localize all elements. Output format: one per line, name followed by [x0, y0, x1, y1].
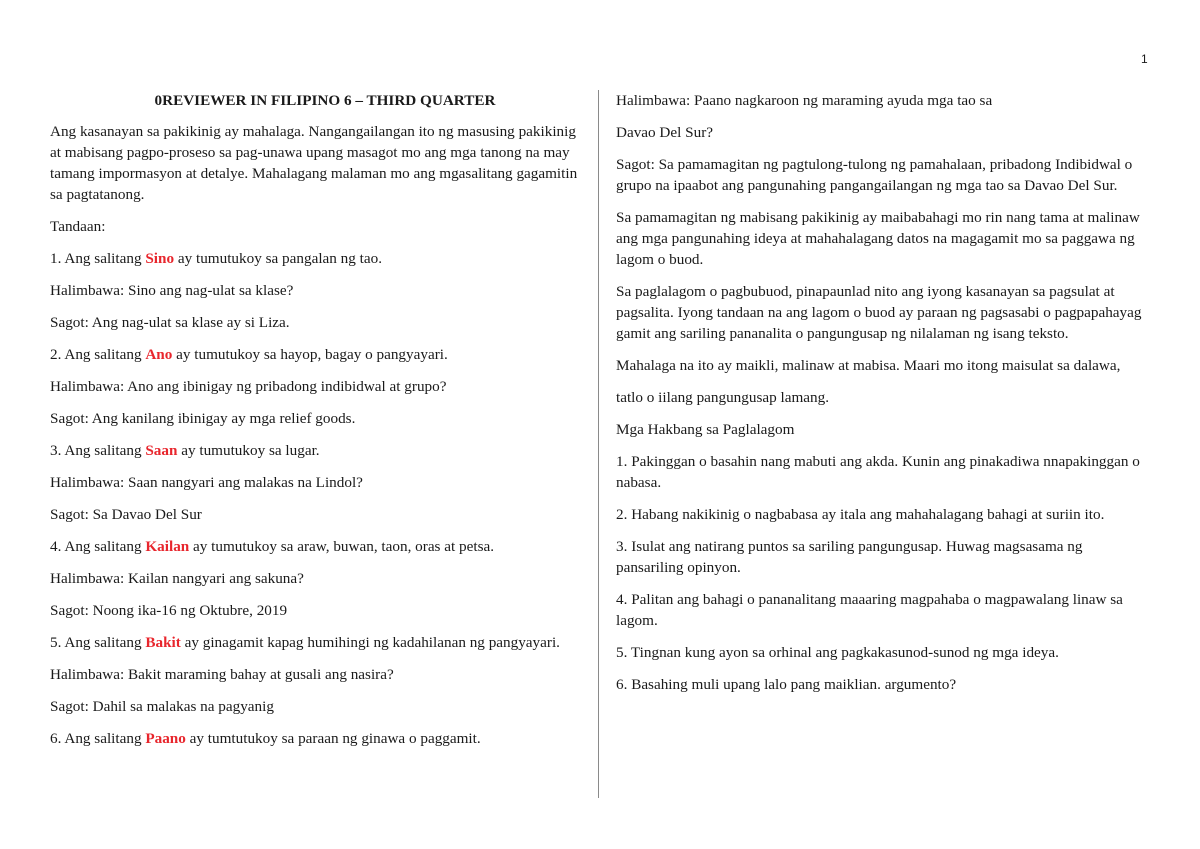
step-item: 2. Habang nakikinig o nagbabasa ay itala ang mahahalagang bahagi at suriin ito.	[616, 506, 1105, 523]
keyword-sino: Sino	[145, 250, 175, 267]
page-number: 1	[1141, 52, 1148, 66]
brevity-paragraph: Mahalaga na ito ay maikli, malinaw at mabisa. Maari mo itong maisulat sa dalawa,	[616, 357, 1121, 374]
example-bakit: Halimbawa: Bakit maraming bahay at gusali ang nasira?	[50, 666, 394, 683]
step-item: 5. Tingnan kung ayon sa orhinal ang pagkakasunod-sunod ng mga ideya.	[616, 644, 1059, 661]
keyword-paano: Paano	[145, 730, 186, 747]
step-item: 6. Basahing muli upang lalo pang maiklian. argumento?	[616, 676, 957, 693]
keyword-ano: Ano	[145, 346, 173, 363]
tandaan-label: Tandaan:	[50, 218, 106, 235]
answer-sino: Sagot: Ang nag-ulat sa klase ay si Liza.	[50, 314, 290, 331]
rule-ano: 2. Ang salitang Ano ay tumutukoy sa hayop, bagay o pangyayari.	[50, 346, 448, 363]
example-sino: Halimbawa: Sino ang nag-ulat sa klase?	[50, 282, 294, 299]
example-saan: Halimbawa: Saan nangyari ang malakas na Lindol?	[50, 474, 363, 491]
summary-paragraph: Sa paglalagom o pagbubuod, pinapaunlad nito ang iyong kasanayan sa pagsulat at pagsalita. Iyong tandaan na ang lagom o buod ay paraan ng pagsasabi o pagpapahayag gamit ang sariling pananalita o pangungusap ng nilalaman ng isang teksto.	[616, 283, 1142, 342]
step-item: 1. Pakinggan o basahin nang mabuti ang akda. Kunin ang pinakadiwa nnapakinggan o nabasa.	[616, 453, 1140, 491]
answer-bakit: Sagot: Dahil sa malakas na pagyanig	[50, 698, 274, 715]
right-column	[616, 90, 1150, 706]
rule-kailan: 4. Ang salitang Kailan ay tumutukoy sa araw, buwan, taon, oras at petsa.	[50, 538, 495, 555]
answer-ano: Sagot: Ang kanilang ibinigay ay mga relief goods.	[50, 410, 356, 427]
brevity-paragraph-cont: tatlo o iilang pangungusap lamang.	[616, 389, 830, 406]
intro-paragraph: Ang kasanayan sa pakikinig ay mahalaga. Nangangailangan ito ng masusing pakikinig at mabisang pagpo-proseso sa pag-unawa upang masagot mo ang mga tanong na may tamang impormasyon at detalye. Mahalagang malaman mo ang mgasalitang gagamitin sa pagtatanong.	[50, 123, 578, 203]
rule-paano: 6. Ang salitang Paano ay tumtutukoy sa paraan ng ginawa o paggamit.	[50, 730, 481, 747]
left-column	[50, 90, 588, 760]
example-ano: Halimbawa: Ano ang ibinigay ng pribadong indibidwal at grupo?	[50, 378, 447, 395]
step-item: 4. Palitan ang bahagi o pananalitang maaaring magpahaba o magpawalang linaw sa lagom.	[616, 591, 1123, 629]
step-item: 3. Isulat ang natirang puntos sa sariling pangungusap. Huwag magsasama ng pansariling opinyon.	[616, 538, 1083, 576]
rule-sino: 1. Ang salitang Sino ay tumutukoy sa pangalan ng tao.	[50, 250, 383, 267]
keyword-bakit: Bakit	[145, 634, 181, 651]
answer-saan: Sagot: Sa Davao Del Sur	[50, 506, 202, 523]
listening-paragraph: Sa pamamagitan ng mabisang pakikinig ay maibabahagi mo rin nang tama at malinaw ang mga pangunahing ideya at mahahalagang datos na magagamit mo sa paggawa ng lagom o buod.	[616, 209, 1140, 268]
steps-heading: Mga Hakbang sa Paglalagom	[616, 421, 795, 438]
example-kailan: Halimbawa: Kailan nangyari ang sakuna?	[50, 570, 304, 587]
example-paano-cont: Davao Del Sur?	[616, 124, 713, 141]
rule-bakit: 5. Ang salitang Bakit ay ginagamit kapag humihingi ng kadahilanan ng pangyayari.	[50, 634, 560, 651]
document-title: 0REVIEWER IN FILIPINO 6 – THIRD QUARTER	[154, 92, 496, 109]
column-divider	[598, 90, 599, 798]
keyword-saan: Saan	[145, 442, 178, 459]
answer-paano: Sagot: Sa pamamagitan ng pagtulong-tulong ng pamahalaan, pribadong Indibidwal o grupo na ipaabot ang pangunahing pangangailangan ng mga tao sa Davao Del Sur.	[616, 156, 1133, 194]
example-paano: Halimbawa: Paano nagkaroon ng maraming ayuda mga tao sa	[616, 92, 993, 109]
keyword-kailan: Kailan	[145, 538, 190, 555]
answer-kailan: Sagot: Noong ika-16 ng Oktubre, 2019	[50, 602, 288, 619]
rule-saan: 3. Ang salitang Saan ay tumutukoy sa lugar.	[50, 442, 320, 459]
